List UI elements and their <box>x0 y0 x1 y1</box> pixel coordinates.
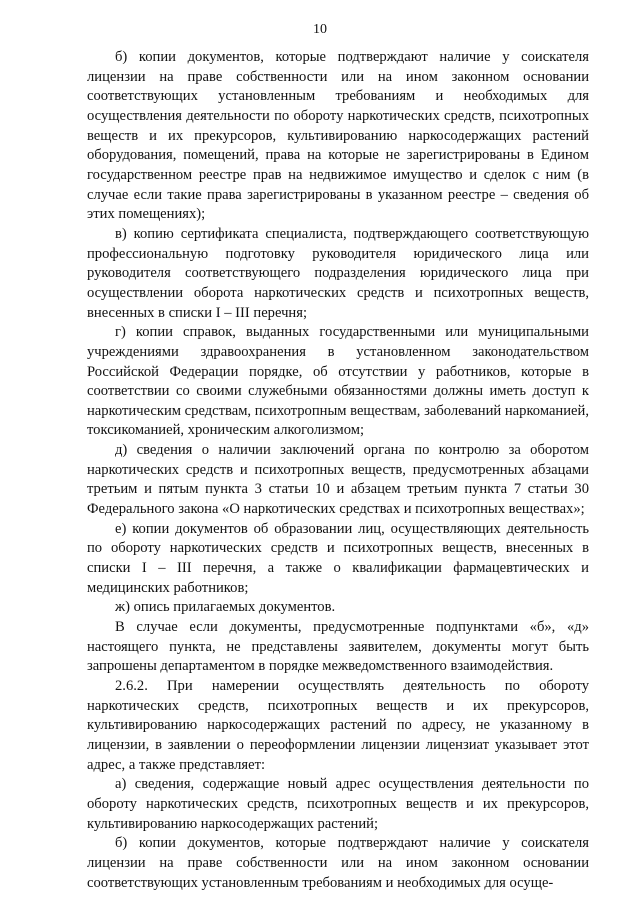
paragraph-b-documents: б) копии документов, которые подтверждают наличие у соискателя лицензии на праве собственности или на ином законном основании соответствующих установленным требованиям и необходимых для осуществления деятельности по обороту наркотических средств, психотропных веществ и их прекурсоров, культивированию наркосодержащих растений оборудования, помещений, права на которые не зарегистрированы в Едином государственном реестре прав на недвижимое имущество и сделок с ним (в случае если такие права зарегистрированы в указанном реестре – сведения об этих помещениях); <box>87 49 589 223</box>
paragraph-v-certificate: в) копию сертификата специалиста, подтверждающего соответствующую профессиональную подготовку руководителя юридического лица или руководителя соответствующего подразделения юридического лица при осуществлении оборота наркотических средств и психотропных веществ, внесенных в списки I – III перечня; <box>87 225 589 321</box>
paragraph-g-medical-certificates: г) копии справок, выданных государственными или муниципальными учреждениями здравоохранения в установленном законодательством Российской Федерации порядке, об отсутствии у работников, которые в соответствии со своими служебными обязанностями должны иметь доступ к наркотическим средствам, психотропным веществам, заболеваний наркоманией, токсикоманией, хроническим алкоголизмом; <box>87 324 589 439</box>
paragraph-interagency-request: В случае если документы, предусмотренные подпунктами «б», «д» настоящего пункта, не представлены заявителем, документы могут быть запрошены департаментом в порядке межведомственного взаимодействия. <box>87 619 589 675</box>
paragraph-e-education: е) копии документов об образовании лиц, осуществляющих деятельность по обороту наркотических средств и психотропных веществ, внесенных в списки I – III перечня, а также о квалификации фармацевтических и медицинских работников; <box>87 520 589 596</box>
paragraph-2-6-2: 2.6.2. При намерении осуществлять деятельность по обороту наркотических средств, психотропных веществ и их прекурсоров, культивированию наркосодержащих растений по адресу, не указанному в лицензии, в заявлении о переоформлении лицензии лицензиат указывает этот адрес, а также представляет: <box>87 678 589 773</box>
paragraph-zh-inventory: ж) опись прилагаемых документов. <box>115 599 336 616</box>
paragraph-a-new-address: а) сведения, содержащие новый адрес осуществления деятельности по обороту наркотических средств, психотропных веществ и их прекурсоров, культивированию наркосодержащих растений; <box>87 776 589 832</box>
page-number: 10 <box>313 22 327 37</box>
paragraph-b-documents-continued: б) копии документов, которые подтверждают наличие у соискателя лицензии на праве собственности или на ином законном основании соответствующих установленным требованиям и необходимых для осуще- <box>87 835 589 891</box>
document-body <box>87 48 589 893</box>
paragraph-d-conclusions: д) сведения о наличии заключений органа по контролю за оборотом наркотических средств и психотропных веществ, предусмотренных абзацами третьим и пятым пункта 3 статьи 10 и абзацем третьим пункта 7 статьи 30 Федерального закона «О наркотических средствах и психотропных веществах»; <box>87 442 589 518</box>
